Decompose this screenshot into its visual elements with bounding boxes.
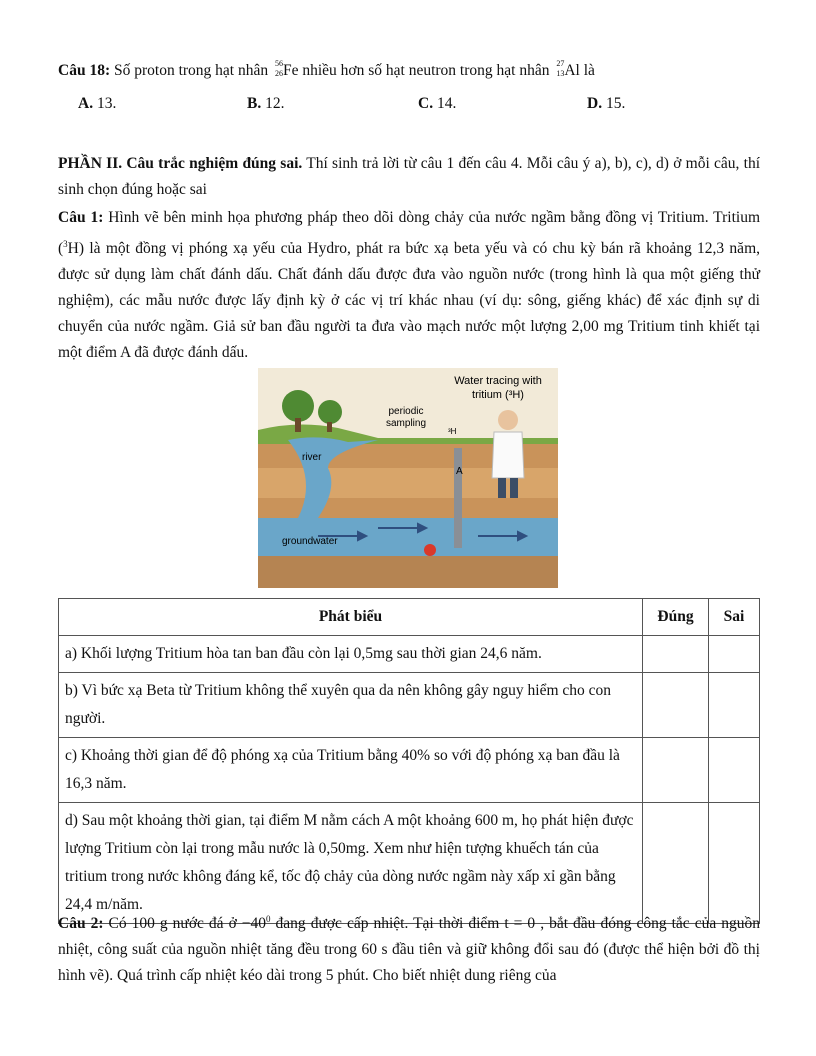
header-statement: Phát biểu bbox=[59, 599, 643, 636]
q18-text-c: là bbox=[579, 62, 595, 79]
q18-text-a: Số proton trong hạt nhân bbox=[110, 62, 272, 79]
q1-superscript: 3 bbox=[63, 239, 68, 249]
answer-letter: A. bbox=[78, 95, 94, 112]
periodic-label-1: periodic bbox=[388, 406, 424, 417]
table-header-row bbox=[59, 599, 760, 636]
q1-text-a: Hình vẽ bên minh họa phương pháp theo dõi dòng chảy của nước ngầm bằng đồng vị Tritium. Tritium ( bbox=[58, 209, 760, 258]
tree-canopy-2 bbox=[318, 400, 342, 424]
answer-value: 15. bbox=[602, 95, 626, 112]
answer-a[interactable] bbox=[78, 95, 116, 113]
true-cell-c[interactable] bbox=[643, 738, 709, 803]
statement-c: c) Khoảng thời gian để độ phóng xạ của Tritium bằng 40% so với độ phóng xạ ban đầu là 16,3 năm. bbox=[59, 738, 643, 803]
statement-a: a) Khối lượng Tritium hòa tan ban đầu còn lại 0,5mg sau thời gian 24,6 năm. bbox=[59, 636, 643, 673]
q2-text-b: đang được cấp nhiệt. Tại thời điểm t = 0 , bắt đầu đóng công tắc của nguồn nhiệt, công suất của nguồn nhiệt tăng đều trong 60 s đầu tiên và giữ không đổi sau đó (được thể hiện bởi đồ thị hình vẽ). Quá trình cấp nhiệt kéo dài trong 5 phút. Cho biết nhiệt dung riêng của bbox=[58, 915, 760, 985]
header-false: Sai bbox=[709, 599, 760, 636]
true-cell-b[interactable] bbox=[643, 673, 709, 738]
statements-table bbox=[58, 598, 760, 924]
rock-layer bbox=[258, 553, 558, 588]
statement-d: d) Sau một khoảng thời gian, tại điểm M nằm cách A một khoảng 600 m, họ phát hiện được lượng Tritium còn lại trong mẫu nước là 0,50mg. Xem như hiện tượng khuếch tán của tritium trong nước không đáng kể, tốc độ chảy của dòng nước ngầm này xấp xỉ gần bằng 24,4 m/năm. bbox=[59, 803, 643, 924]
false-cell-c[interactable] bbox=[709, 738, 760, 803]
part-2-title: PHẦN II. Câu trắc nghiệm đúng sai. bbox=[58, 155, 303, 172]
false-cell-a[interactable] bbox=[709, 636, 760, 673]
answer-letter: B. bbox=[247, 95, 262, 112]
al-charge: 13 bbox=[556, 69, 565, 78]
q1-label: Câu 1: bbox=[58, 209, 104, 226]
q18-label: Câu 18: bbox=[58, 62, 111, 79]
fe-nuclide bbox=[272, 59, 283, 78]
q18-text-b: nhiều hơn số hạt neutron trong hạt nhân bbox=[298, 62, 554, 79]
al-mass: 27 bbox=[556, 59, 565, 68]
answer-d[interactable] bbox=[587, 95, 625, 113]
part-2-intro bbox=[58, 151, 760, 203]
water-tracing-figure bbox=[258, 368, 558, 588]
groundwater-label: groundwater bbox=[282, 536, 338, 547]
question-18 bbox=[58, 58, 760, 84]
answer-value: 14. bbox=[433, 95, 457, 112]
q1-text-b: H) là một đồng vị phóng xạ yếu của Hydro, phát ra bức xạ beta yếu và có chu kỳ bán rã khoảng 12,3 năm, được sử dụng làm chất đánh dấu. Chất đánh dấu được đưa vào nguồn nước (trong hình là qua một giếng thử nghiệm), các mẫu nước được lấy định kỳ ở các vị trí khác nhau (ví dụ: sông, giếng khác) để xác định sự di chuyển của nước ngầm. Giả sử ban đầu người ta đưa vào mạch nước một lượng 2,00 mg Tritium tinh khiết tại một điểm A đã được đánh dấu. bbox=[58, 240, 760, 362]
al-nuclide bbox=[553, 59, 565, 78]
tracer-burst-icon bbox=[424, 544, 436, 556]
river-label: river bbox=[302, 452, 322, 463]
q2-text-a: Có 100 g nước đá ở −40 bbox=[103, 915, 267, 933]
q2-label: Câu 2: bbox=[58, 915, 104, 933]
question-1 bbox=[58, 205, 760, 366]
false-cell-b[interactable] bbox=[709, 673, 760, 738]
answer-c[interactable] bbox=[418, 95, 456, 113]
answer-value: 12. bbox=[261, 95, 285, 112]
q2-superscript: 0 bbox=[266, 914, 271, 924]
periodic-label-2: sampling bbox=[385, 418, 427, 429]
vial-label: ³H bbox=[448, 427, 457, 436]
answer-value: 13. bbox=[93, 95, 117, 112]
answer-letter: C. bbox=[418, 95, 434, 112]
well-pipe bbox=[454, 448, 462, 548]
true-cell-a[interactable] bbox=[643, 636, 709, 673]
fe-charge: 26 bbox=[274, 69, 283, 78]
header-true: Đúng bbox=[643, 599, 709, 636]
figure-title-1: Water tracing with bbox=[454, 375, 542, 387]
part-2-text: Thí sinh trả lời từ câu 1 đến câu 4. Mỗi câu ý a), b), c), d) ở mỗi câu, thí sinh chọn đúng hoặc sai bbox=[58, 155, 761, 198]
al-symbol: Al bbox=[564, 62, 580, 79]
tree-trunk bbox=[295, 418, 301, 432]
figure-title-2: tritium (³H) bbox=[472, 389, 524, 401]
tree-trunk-2 bbox=[327, 422, 332, 432]
fe-mass: 56 bbox=[274, 59, 283, 68]
table-row bbox=[59, 738, 760, 803]
tree-canopy bbox=[282, 390, 314, 422]
point-a-label: A bbox=[456, 466, 463, 477]
table-row bbox=[59, 673, 760, 738]
statement-b: b) Vì bức xạ Beta từ Tritium không thể xuyên qua da nên không gây nguy hiểm cho con người. bbox=[59, 673, 643, 738]
table-row bbox=[59, 636, 760, 673]
fe-symbol: Fe bbox=[282, 62, 299, 79]
answer-b[interactable] bbox=[247, 95, 284, 113]
answer-letter: D. bbox=[587, 95, 603, 112]
question-2 bbox=[58, 906, 760, 989]
